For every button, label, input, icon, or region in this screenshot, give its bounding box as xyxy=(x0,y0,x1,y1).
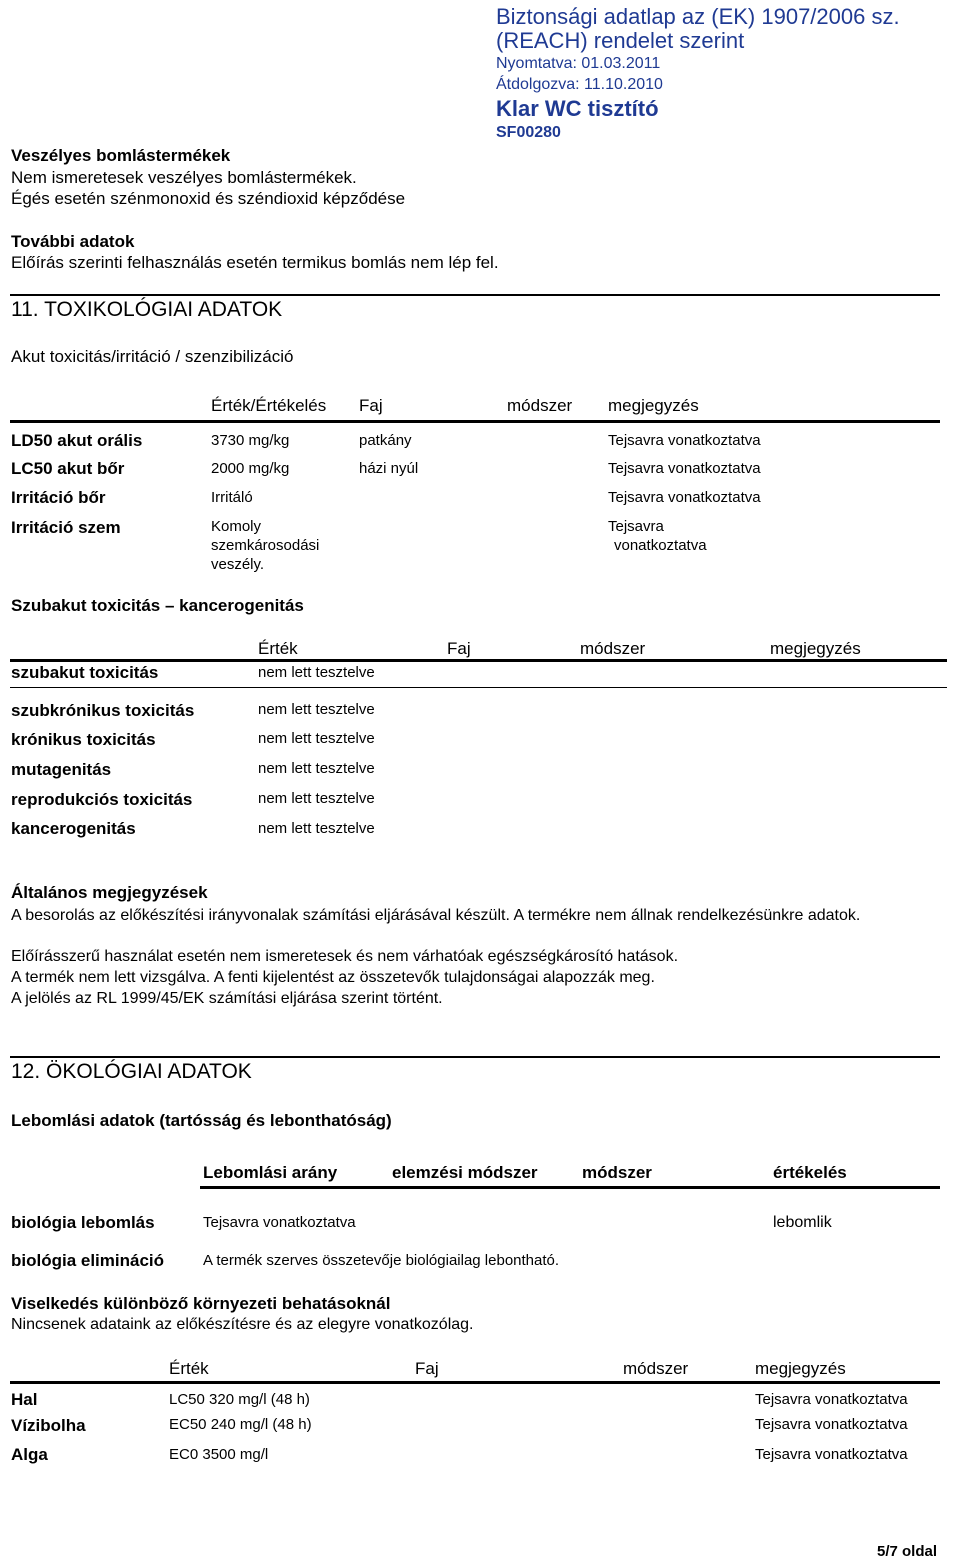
eco-row-value: LC50 320 mg/l (48 h) xyxy=(169,1391,310,1408)
hazardous-decomp-title: Veszélyes bomlástermékek xyxy=(11,146,231,165)
eco-row-value: EC0 3500 mg/l xyxy=(169,1446,269,1463)
acute-row-note-line2: vonatkoztatva xyxy=(614,537,707,554)
eco-header-note: megjegyzés xyxy=(755,1359,846,1378)
degr-header-method: módszer xyxy=(582,1163,652,1182)
subacute-row-divider xyxy=(10,687,947,688)
subacute-row-name: szubakut toxicitás xyxy=(11,663,159,682)
further-data-line1: Előírás szerinti felhasználás esetén termikus bomlás nem lép fel. xyxy=(11,253,499,272)
eco-row-value: EC50 240 mg/l (48 h) xyxy=(169,1416,312,1433)
subacute-header-rule xyxy=(10,659,947,662)
subacute-row-value: nem lett tesztelve xyxy=(258,820,375,837)
degr-row-name: biológia lebomlás xyxy=(11,1213,155,1232)
subacute-title: Szubakut toxicitás – kancerogenitás xyxy=(11,596,304,615)
degr-header-analysis: elemzési módszer xyxy=(392,1163,538,1182)
acute-header-rule xyxy=(10,420,940,423)
further-data-title: További adatok xyxy=(11,232,135,251)
behaviour-title: Viselkedés különböző környezeti behatásoknál xyxy=(11,1294,391,1313)
subacute-row-value: nem lett tesztelve xyxy=(258,664,375,681)
subacute-row-name: szubkrónikus toxicitás xyxy=(11,701,195,720)
degr-header-rate: Lebomlási arány xyxy=(203,1163,338,1182)
degr-header-rule xyxy=(200,1186,940,1189)
header-product-name: Klar WC tisztító xyxy=(496,96,659,121)
acute-row-note: Tejsavra vonatkoztatva xyxy=(608,460,761,477)
degr-header-eval: értékelés xyxy=(773,1163,847,1182)
acute-row-note: Tejsavra vonatkoztatva xyxy=(608,489,761,506)
general-remarks-p4: A jelölés az RL 1999/45/EK számítási eljárása szerint történt. xyxy=(11,990,443,1007)
subacute-row-name: reprodukciós toxicitás xyxy=(11,790,193,809)
eco-row-note: Tejsavra vonatkoztatva xyxy=(755,1446,908,1463)
acute-header-value: Érték/Értékelés xyxy=(211,396,327,415)
acute-header-method: módszer xyxy=(507,396,573,415)
degr-row-eval: lebomlik xyxy=(773,1214,832,1231)
eco-header-value: Érték xyxy=(169,1359,209,1378)
subacute-header-method: módszer xyxy=(580,639,646,658)
section-11-title: 11. TOXIKOLÓGIAI ADATOK xyxy=(11,298,283,321)
eco-row-note: Tejsavra vonatkoztatva xyxy=(755,1416,908,1433)
header-revised-date: Átdolgozva: 11.10.2010 xyxy=(496,76,663,93)
acute-row-name: Irritáció szem xyxy=(11,518,121,537)
degr-row-value: Tejsavra vonatkoztatva xyxy=(203,1214,356,1231)
acute-row-note: Tejsavra vonatkoztatva xyxy=(608,432,761,449)
degradation-title: Lebomlási adatok (tartósság és lebonthatóság) xyxy=(11,1111,392,1130)
general-remarks-title: Általános megjegyzések xyxy=(11,883,208,902)
behaviour-text: Nincsenek adataink az előkészítésre és az elegyre vonatkozólag. xyxy=(11,1316,474,1333)
acute-row-value: 3730 mg/kg xyxy=(211,432,290,449)
acute-row-value: Irritáló xyxy=(211,489,253,506)
subacute-header-species: Faj xyxy=(447,639,471,658)
acute-row-value-line3: veszély. xyxy=(211,556,265,573)
subacute-row-name: mutagenitás xyxy=(11,760,112,779)
subacute-row-value: nem lett tesztelve xyxy=(258,730,375,747)
page-number: 5/7 oldal xyxy=(877,1543,938,1560)
section-12-rule xyxy=(10,1056,940,1058)
degr-row-value: A termék szerves összetevője biológiailag lebontható. xyxy=(203,1252,560,1269)
acute-row-note-line1: Tejsavra xyxy=(608,518,664,535)
header-printed-date: Nyomtatva: 01.03.2011 xyxy=(496,55,661,72)
acute-header-note: megjegyzés xyxy=(608,396,699,415)
degr-row-name: biológia elimináció xyxy=(11,1251,165,1270)
eco-header-method: módszer xyxy=(623,1359,689,1378)
acute-row-value: 2000 mg/kg xyxy=(211,460,290,477)
subacute-header-value: Érték xyxy=(258,639,298,658)
eco-row-name: Hal xyxy=(11,1390,38,1409)
subacute-row-value: nem lett tesztelve xyxy=(258,790,375,807)
general-remarks-p1: A besorolás az előkészítési irányvonalak számítási eljárásával készült. A termékre nem állnak rendelkezésünkre adatok. xyxy=(11,907,861,924)
acute-row-name: LD50 akut orális xyxy=(11,431,143,450)
acute-row-species: patkány xyxy=(359,432,412,449)
hazardous-decomp-line2: Égés esetén szénmonoxid és széndioxid képződése xyxy=(11,189,406,208)
general-remarks-p2: Előírásszerű használat esetén nem ismeretesek és nem várhatóak egészségkárosító hatások. xyxy=(11,948,679,965)
header-product-code: SF00280 xyxy=(496,124,561,141)
subacute-row-name: kancerogenitás xyxy=(11,819,136,838)
subacute-row-value: nem lett tesztelve xyxy=(258,701,375,718)
header-title-line1: Biztonsági adatlap az (EK) 1907/2006 sz. xyxy=(496,4,900,29)
eco-row-note: Tejsavra vonatkoztatva xyxy=(755,1391,908,1408)
acute-row-species: házi nyúl xyxy=(359,460,419,477)
eco-row-name: Vízibolha xyxy=(11,1416,86,1435)
general-remarks-p3: A termék nem lett vizsgálva. A fenti kijelentést az összetevők tulajdonságai alapozzák meg. xyxy=(11,969,655,986)
subacute-row-value: nem lett tesztelve xyxy=(258,760,375,777)
eco-header-rule xyxy=(10,1381,940,1384)
hazardous-decomp-line1: Nem ismeretesek veszélyes bomlástermékek. xyxy=(11,168,357,187)
acute-toxicity-title: Akut toxicitás/irritáció / szenzibilizáció xyxy=(11,347,294,366)
section-11-rule xyxy=(10,294,940,296)
subacute-row-name: krónikus toxicitás xyxy=(11,730,156,749)
acute-row-name: Irritáció bőr xyxy=(11,488,106,507)
acute-row-name: LC50 akut bőr xyxy=(11,459,125,478)
acute-row-value-line2: szemkárosodási xyxy=(211,537,320,554)
acute-row-value-line1: Komoly xyxy=(211,518,262,535)
header-title-line2: (REACH) rendelet szerint xyxy=(496,28,745,53)
acute-header-species: Faj xyxy=(359,396,383,415)
section-12-title: 12. ÖKOLÓGIAI ADATOK xyxy=(11,1060,252,1083)
subacute-header-note: megjegyzés xyxy=(770,639,861,658)
eco-header-species: Faj xyxy=(415,1359,439,1378)
eco-row-name: Alga xyxy=(11,1445,48,1464)
